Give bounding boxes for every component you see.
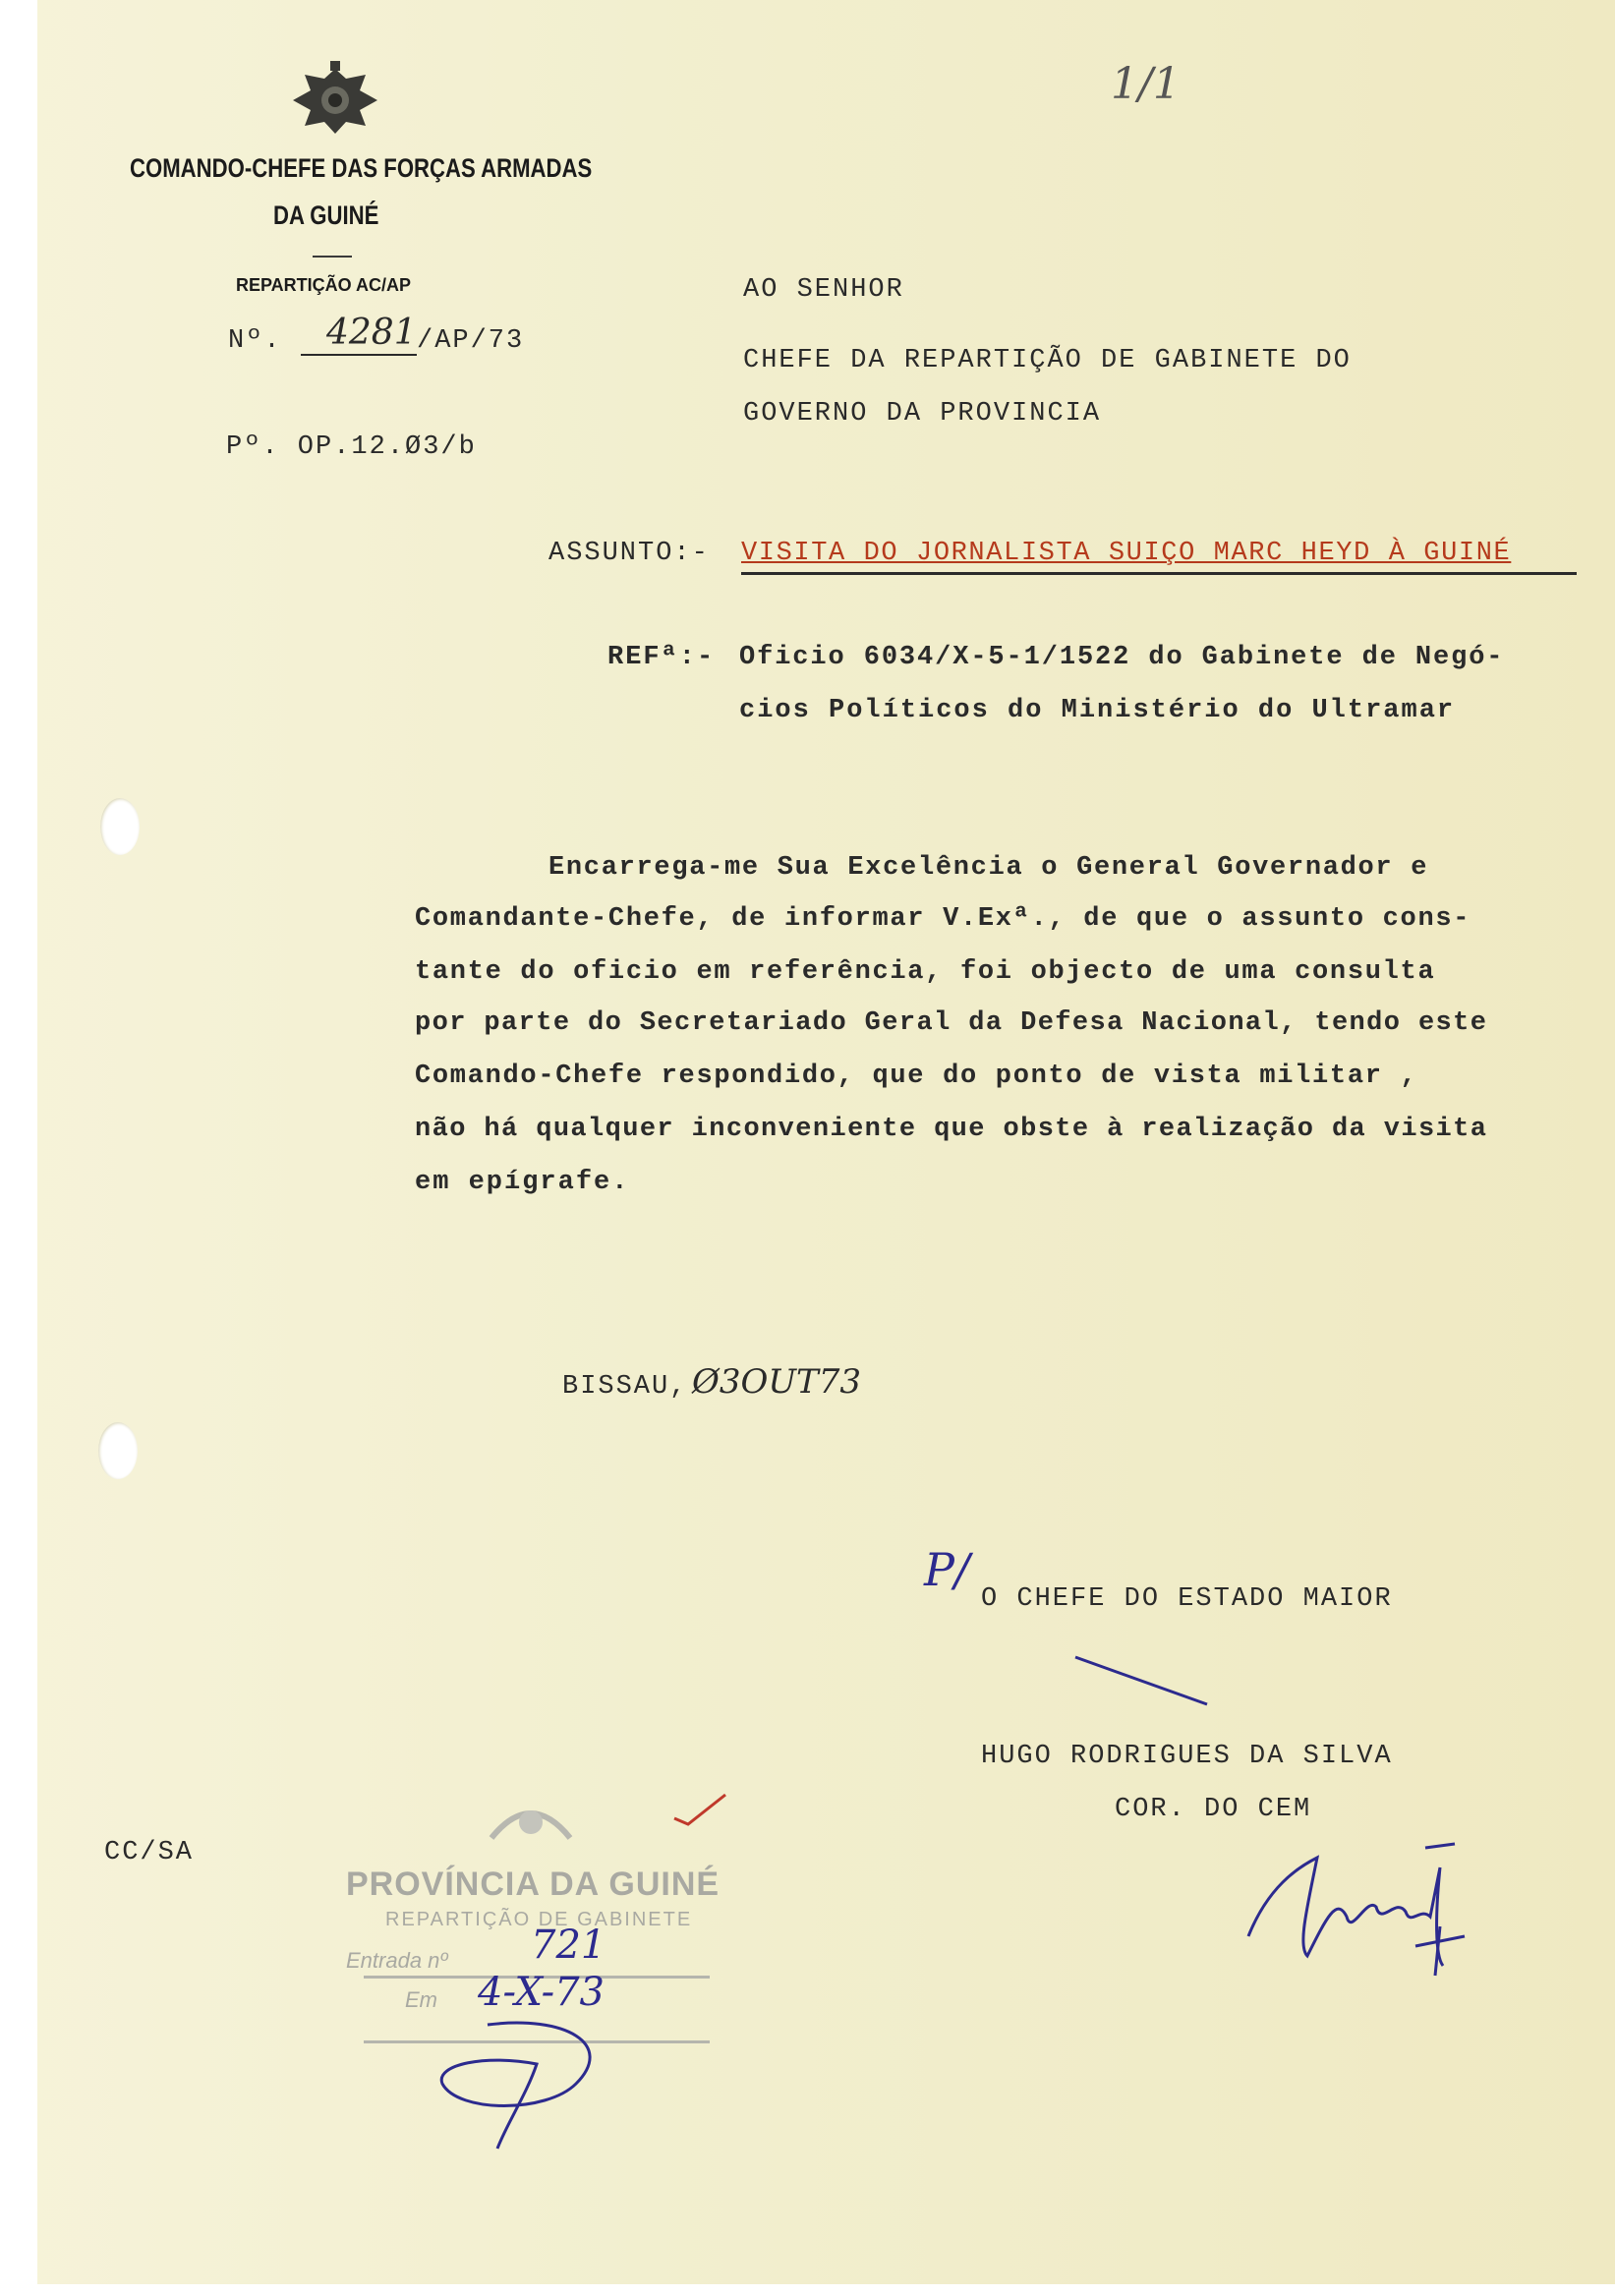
punch-hole-lower [98,1422,138,1479]
signatory-title: O CHEFE DO ESTADO MAIOR [981,1584,1393,1614]
stamp-entry-date: 4-X-73 [478,1970,606,2015]
subject-label: ASSUNTO:- [548,539,710,568]
reference-line-2: cios Políticos do Ministério do Ultramar [739,696,1456,725]
process-number: Pº. OP.12.Ø3/b [226,432,477,462]
body-line-3: tante do oficio em referência, foi objecto de uma consulta [415,957,1436,987]
handwritten-signature [1239,1828,1484,1985]
body-line-6: não há qualquer inconveniente que obste à realização da visita [415,1115,1488,1144]
number-prefix: Nº. [228,326,282,356]
number-suffix: /AP/73 [417,326,525,356]
addressee-line-1: AO SENHOR [743,275,904,305]
scan-margin-bottom [0,2284,1615,2296]
handwritten-date: Ø3OUT73 [692,1362,861,1402]
department-label: REPARTIÇÃO AC/AP [236,275,412,295]
copy-note: CC/SA [104,1838,195,1867]
addressee-line-3: GOVERNO DA PROVINCIA [743,399,1102,429]
command-header: COMANDO-CHEFE DAS FORÇAS ARMADAS [130,153,593,183]
body-line-7: em epígrafe. [415,1168,630,1197]
handwritten-number: 4281 [326,313,417,353]
blue-pen-stroke [1071,1651,1219,1710]
number-underline [301,354,417,356]
stamp-date-label: Em [405,1987,437,2012]
red-check-mark [670,1789,729,1828]
header-divider [313,256,352,258]
command-header-guine: DA GUINÉ [273,201,379,230]
scan-margin-left [0,0,37,2296]
stamp-department: REPARTIÇÃO DE GABINETE [385,1909,693,1930]
addressee-line-2: CHEFE DA REPARTIÇÃO DE GABINETE DO [743,346,1352,375]
reference-label: REFª:- [607,643,716,672]
signatory-name: HUGO RODRIGUES DA SILVA [981,1742,1393,1771]
body-line-4: por parte do Secretariado Geral da Defesa Nacional, tendo este [415,1008,1488,1038]
stamp-entry-number: 721 [531,1923,606,1968]
per-initials: P/ [924,1543,970,1596]
stamp-province: PROVÍNCIA DA GUINÉ [346,1866,721,1903]
reference-line-1: Oficio 6034/X-5-1/1522 do Gabinete de Negó- [739,643,1505,672]
body-line-1: Encarrega-me Sua Excelência o General Governador e [548,853,1429,883]
subject-underline [741,572,1577,575]
stamp-pen-loop [429,2005,625,2152]
folio-mark: 1/1 [1111,59,1181,109]
coat-of-arms-emblem [287,61,383,140]
signatory-rank: COR. DO CEM [1115,1795,1312,1824]
stamp-entry-label: Entrada nº [346,1948,448,1973]
stamp-emblem [482,1789,580,1848]
date-place: BISSAU, [562,1372,688,1402]
body-line-5: Comando-Chefe respondido, que do ponto de vista militar , [415,1062,1418,1091]
body-line-2: Comandante-Chefe, de informar V.Exª., de que o assunto cons- [415,904,1471,934]
subject-text: VISITA DO JORNALISTA SUIÇO MARC HEYD À GUINÉ [741,539,1512,568]
punch-hole-upper [100,798,140,855]
